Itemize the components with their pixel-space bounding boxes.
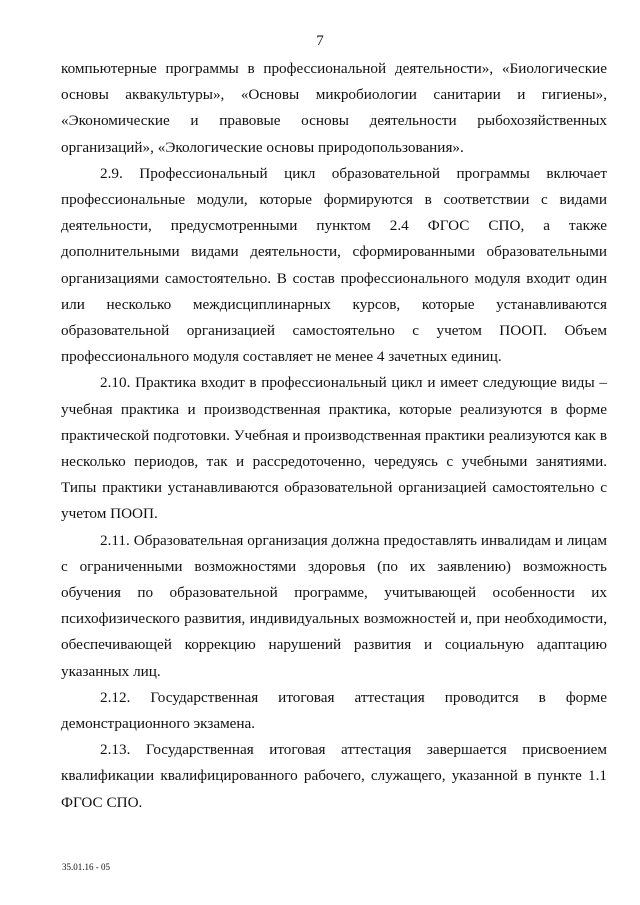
paragraph-2-9: 2.9. Профессиональный цикл образовательной программы включает профессиональные модули, которые формируются в соответствии с видами деятельности, предусмотренными пунктом 2.4 ФГОС СПО, а также дополнительными видами деятельности, сформированными образовательными организациями самостоятельно. В состав профессионального модуля входит один или несколько междисциплинарных курсов, которые устанавливаются образовательной организацией самостоятельно с учетом ПООП. Объем профессионального модуля составляет не менее 4 зачетных единиц. xyxy=(61,164,607,366)
document-code: 35.01.16 - 05 xyxy=(62,862,110,872)
page-number: 7 xyxy=(316,33,324,49)
paragraph-2-11: 2.11. Образовательная организация должна предоставлять инвалидам и лицам с ограниченными возможностями здоровья (по их заявлению) возможность обучения по образовательной программе, учитывающей особенности их психофизического развития, индивидуальных возможностей и, при необходимости, обеспечивающей коррекцию нарушений развития и социальную адаптацию указанных лиц. xyxy=(61,531,607,680)
document-body xyxy=(61,56,607,816)
paragraph-2-13: 2.13. Государственная итоговая аттестация завершается присвоением квалификации квалифицированного рабочего, служащего, указанной в пункте 1.1 ФГОС СПО. xyxy=(61,741,607,811)
paragraph-2-12: 2.12. Государственная итоговая аттестация проводится в форме демонстрационного экзамена. xyxy=(61,688,607,733)
paragraph-continued: компьютерные программы в профессиональной деятельности», «Биологические основы аквакультуры», «Основы микробиологии санитарии и гигиены», «Экономические и правовые основы деятельности рыбохозяйственных организаций», «Экологические основы природопользования». xyxy=(61,60,607,156)
paragraph-2-10: 2.10. Практика входит в профессиональный цикл и имеет следующие виды – учебная практика и производственная практика, которые реализуются в форме практической подготовки. Учебная и производственная практики реализуются как в несколько периодов, так и рассредоточенно, чередуясь с учебными занятиями. Типы практики устанавливаются образовательной организацией самостоятельно с учетом ПООП. xyxy=(61,374,607,523)
